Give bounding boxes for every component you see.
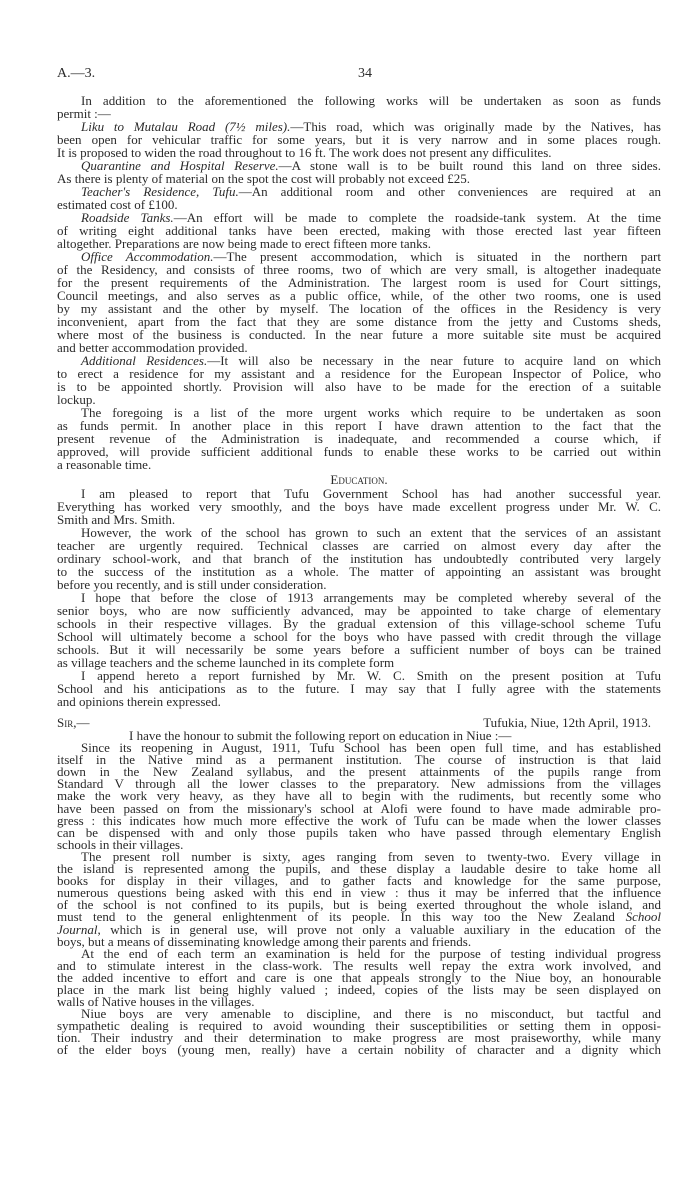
text-run: I hope that before the close of 1913 arrangements may be completed whereby several of the	[81, 590, 661, 605]
italic-text: Liku to Mutalau Road (7½ miles).	[81, 119, 291, 134]
italic-text: Additional Residences.	[81, 353, 208, 368]
text-run: At the end of each term an examination is held for the purpose of testing individual progress	[81, 945, 661, 961]
text-run: altogether. Preparations are now being made to erect fifteen more tanks.	[57, 236, 431, 251]
text-run: gress : this indicates how much more effective the work of Tufu can be made when the lower classes	[57, 812, 661, 828]
text-run: to the success of the institution as a whole. The matter of appointing an assistant was brought	[57, 564, 661, 579]
text-run: —An effort will be made to complete the roadside-tank system. At the time	[173, 210, 661, 225]
text-run: Since its reopening in August, 1911, Tufu School has been open full time, and has established	[81, 740, 661, 756]
education-section	[57, 487, 661, 708]
text-run: is to be appointed shortly. Provision will also have to be made for the erection of a suitable	[57, 379, 661, 394]
text-run: books for display in their villages, and to gather facts and knowledge for the same purpose,	[57, 873, 661, 889]
text-run: schools in their respective villages. By the gradual extension of this village-school scheme Tufu	[57, 616, 661, 631]
text-run: —An additional room and other conveniences are required at an	[238, 184, 662, 199]
text-run: —A stone wall is to be built round this land on three sides.	[278, 158, 661, 173]
text-run: to erect a residence for my assistant and a residence for the European Inspector of Police, who	[57, 366, 661, 381]
text-run: and better accommodation provided.	[57, 340, 248, 355]
italic-text: Journal	[57, 921, 98, 937]
text-run: It is proposed to widen the road throughout to 16 ft. The work does not present any difficulites.	[57, 145, 552, 160]
text-run: I append hereto a report furnished by Mr. W. C. Smith on the present position at Tufu	[81, 668, 661, 683]
text-run: inconvenient, apart from the fact that they are some distance from the jetty and Customs sheds,	[57, 314, 661, 329]
text-run: as funds permit. In another place in this report I have drawn attention to the fact that the	[57, 418, 661, 433]
text-run: In addition to the aforementioned the following works will be undertaken as soon as funds	[81, 93, 661, 108]
text-run: been open for vehicular traffic for some years, but it is very narrow and in some places rough.	[57, 132, 661, 147]
text-run: However, the work of the school has grown to such an extent that the services of an assistant	[81, 525, 661, 540]
teacher-report-letter	[57, 730, 661, 1057]
text-line	[57, 695, 661, 708]
text-run: can be dispensed with and only those pupils taken who have passed through elementary English	[57, 824, 661, 840]
text-run: As there is plenty of material on the spot the cost will probably not exceed £25.	[57, 171, 471, 186]
text-run: itself in the Native mind as a permanent institution. The course of instruction is that laid	[57, 752, 661, 768]
text-run: make the work very heavy, as they have all to begin with the rudiments, but recently some who	[57, 788, 661, 804]
text-run: walls of Native houses in the villages.	[57, 994, 255, 1010]
text-run: before you recently, and is still under consideration.	[57, 577, 327, 592]
text-run: —The present accommodation, which is situated in the northern part	[213, 249, 661, 264]
text-line	[57, 380, 661, 393]
paragraph	[57, 669, 661, 708]
text-run: tion. Their industry and their determination to make progress are most praiseworthy, while many	[57, 1030, 661, 1046]
text-run: numerous questions being asked with this end in view : thus it may be inferred that the influence	[57, 885, 661, 901]
text-run: boys, but a means of disseminating knowledge among their parents and friends.	[57, 933, 472, 949]
text-run: Council meetings, and also serves as a public office, while, of the other two rooms, one is used	[57, 288, 661, 303]
text-run: —It will also be necessary in the near future to acquire land on which	[207, 353, 661, 368]
paragraph	[57, 742, 661, 851]
text-run: teacher are urgently required. Technical classes are carried on almost every day after the	[57, 538, 661, 553]
text-run: the island is represented among the pupils, and these display a laudable desire to take home all	[57, 861, 661, 877]
text-run: I have the honour to submit the following report on education in Niue :—	[129, 728, 512, 743]
text-run: the added incentive to effort and care is one that appeals strongly to the Niue boy, an honourable	[57, 969, 661, 985]
paragraph	[57, 591, 661, 669]
text-run: approved, will provide sufficient additional funds to enable these works to be carried out within	[57, 444, 661, 459]
text-run: Niue boys are very amenable to discipline, and there is no misconduct, but tactful and	[81, 1006, 661, 1022]
text-run: School and his anticipations as to the future. I may say that I fully agree with the statements	[57, 681, 661, 696]
text-run: The foregoing is a list of the more urgent works which require to be undertaken as soon	[81, 405, 661, 420]
text-run: and opinions therein expressed.	[57, 694, 221, 709]
paragraph	[57, 211, 661, 250]
paragraph	[57, 487, 661, 526]
paragraph	[57, 120, 661, 159]
text-run: , which is in general use, will prove not only a valuable auxiliary in the education of the	[97, 921, 661, 937]
paragraph	[57, 185, 661, 211]
text-run: —This road, which was originally made by the Natives, has	[290, 119, 661, 134]
text-run: place in the mark list being highly valued ; indeed, copies of the lists may be seen displayed on	[57, 981, 661, 997]
text-run: schools in their villages.	[57, 836, 184, 852]
text-line	[57, 458, 661, 471]
text-run: must tend to the general enlightenment of its people. In this way too the New Zealand	[57, 909, 626, 925]
document-body	[57, 94, 661, 1057]
italic-text: Quarantine and Hospital Reserve.	[81, 158, 279, 173]
text-run: ordinary school-work, and that branch of the institution has undoubtedly contributed very largely	[57, 551, 661, 566]
text-run: Everything has worked very smoothly, and the boys have made excellent progress under Mr. W. C.	[57, 499, 661, 514]
paragraph	[57, 848, 661, 949]
paragraph	[57, 526, 661, 591]
italic-text: School	[625, 909, 661, 925]
italic-text: Teacher's Residence, Tufu.	[81, 184, 239, 199]
paragraph	[57, 94, 661, 120]
text-run: lockup.	[57, 392, 96, 407]
text-run: a reasonable time.	[57, 457, 152, 472]
text-run: The present roll number is sixty, ages ranging from seven to twenty-two. Every village in	[81, 848, 661, 864]
text-line	[57, 94, 661, 107]
text-run: School will ultimately become a school for the boys who have passed with credit through the village	[57, 629, 661, 644]
paragraph	[57, 159, 661, 185]
public-works-section	[57, 94, 661, 471]
text-run: permit :—	[57, 106, 111, 121]
italic-text: Roadside Tanks.	[81, 210, 174, 225]
paragraph	[57, 250, 661, 354]
text-line	[57, 1044, 661, 1056]
text-run: for the present requirements of the Administration. The largest room is used for Court sittings,	[57, 275, 661, 290]
paragraph	[57, 945, 661, 1010]
letter-place-date: Tufukia, Niue, 12th April, 1913.	[483, 715, 651, 730]
letter-salutation: Sir,—	[57, 715, 90, 730]
text-run: estimated cost of £100.	[57, 197, 178, 212]
document-reference: A.—3.	[57, 66, 96, 81]
text-run: of the school is not confined to its pupils, but is being exerted throughout the whole island, and	[57, 897, 661, 913]
section-heading-education: Education.	[330, 472, 388, 487]
italic-text: Office Accommodation.	[81, 249, 214, 264]
paragraph	[57, 1008, 661, 1056]
text-run: and to stimulate interest in the class-work. The results well repay the extra work involved, and	[57, 957, 661, 973]
page-number: 34	[358, 66, 372, 81]
text-run: down in the New Zealand syllabus, and the present attainments of the pupils range from	[57, 764, 661, 780]
text-run: schools. But it will necessarily be some years before a sufficient number of boys can be trained	[57, 642, 661, 657]
text-run: Smith and Mrs. Smith.	[57, 512, 176, 527]
text-run: of writing eight additional tanks have been erected, making with those erected last year fifteen	[57, 223, 661, 238]
text-run: Standard V through all the lower classes to the preparatory. New admissions from the villages	[57, 776, 661, 792]
text-run: senior boys, who are now sufficiently advanced, may be appointed to take charge of elementary	[57, 603, 661, 618]
text-run: by my assistant and the other by myself. The location of the offices in the Residency is very	[57, 301, 661, 316]
text-run: as village teachers and the scheme launched in its complete form	[57, 655, 395, 670]
text-run: of the elder boys (young men, really) have a certain nobility of character and a dignity which	[57, 1042, 661, 1058]
text-run: of the Residency, and consists of three rooms, two of which are very small, is altogether inadequate	[57, 262, 661, 277]
text-run: I am pleased to report that Tufu Government School has had another successful year.	[81, 486, 661, 501]
paragraph	[57, 354, 661, 406]
text-run: present revenue of the Administration is inadequate, and recommended a course which, if	[57, 431, 661, 446]
paragraph	[57, 406, 661, 471]
text-run: sympathetic dealing is required to avoid wounding their susceptibilities or setting them in opposi-	[57, 1018, 661, 1034]
text-run: where most of the business is conducted. In the near future a more suitable site must be acquired	[57, 327, 661, 342]
text-run: have been passed on from the missionary's school at Alofi were found to have made admirable pro-	[57, 800, 661, 816]
